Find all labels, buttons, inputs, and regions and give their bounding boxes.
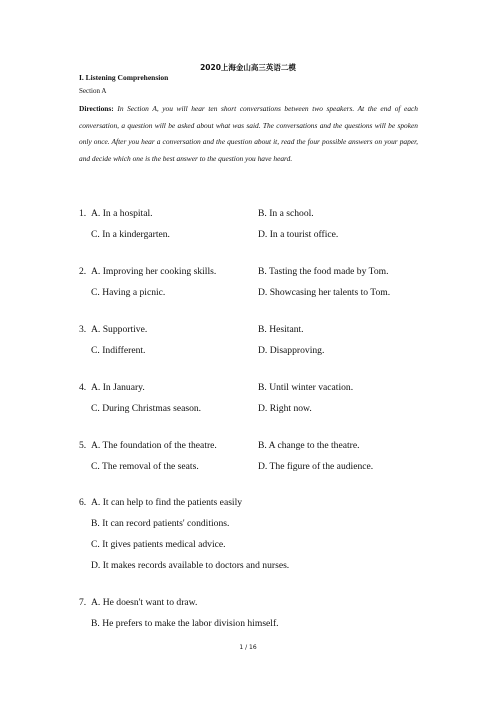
question-7 [79,592,419,634]
option-d: D. It makes records available to doctors and nurses. [91,560,290,571]
directions-paragraph [79,101,418,167]
question-1 [79,203,419,245]
option-c: C. Having a picnic. [91,287,166,298]
option-a: A. In a hospital. [91,208,153,219]
section-heading: I. Listening Comprehension [79,73,169,82]
option-c: C. The removal of the seats. [91,461,199,472]
option-a: A. It can help to find the patients easily [91,497,243,508]
question-number: 3. [79,324,87,335]
directions-text: In Section A, you will hear ten short conversations between two speakers. At the end of each conversation, a question will be asked about what was said. The conversations and the questions will be spoken only once. After you hear a conversation and the question about it, read the four possible answers on your paper, and decide which one is the best answer to the question you have heard. [79,104,418,163]
option-d: D. Showcasing her talents to Tom. [258,287,391,298]
option-d: D. Right now. [258,403,312,414]
question-number: 7. [79,597,87,608]
option-c: C. Indifferent. [91,345,146,356]
option-b: B. A change to the theatre. [258,440,360,451]
option-a: A. The foundation of the theatre. [91,440,217,451]
option-b: B. Until winter vacation. [258,382,354,393]
option-b: B. Hesitant. [258,324,304,335]
question-4 [79,377,419,419]
question-6 [79,492,419,576]
question-number: 1. [79,208,87,219]
option-d: D. In a tourist office. [258,229,339,240]
option-b: B. Tasting the food made by Tom. [258,266,389,277]
question-3 [79,319,419,361]
option-b: B. In a school. [258,208,314,219]
question-number: 6. [79,497,87,508]
option-a: A. He doesn't want to draw. [91,597,198,608]
option-c: C. In a kindergarten. [91,229,170,240]
option-d: D. The figure of the audience. [258,461,374,472]
question-number: 4. [79,382,87,393]
option-b: B. It can record patients' conditions. [91,518,230,529]
document-title: 2020上海金山高三英语二模 [200,63,296,72]
option-a: A. Improving her cooking skills. [91,266,217,277]
section-subheading: Section A [79,87,107,95]
option-b: B. He prefers to make the labor division himself. [91,618,279,629]
question-number: 2. [79,266,87,277]
page-number: 1 / 16 [239,644,257,651]
directions-label: Directions: [79,104,114,113]
question-5 [79,435,419,477]
option-a: A. Supportive. [91,324,148,335]
option-c: C. It gives patients medical advice. [91,539,226,550]
option-d: D. Disapproving. [258,345,325,356]
option-c: C. During Christmas season. [91,403,202,414]
option-a: A. In January. [91,382,145,393]
question-number: 5. [79,440,87,451]
question-2 [79,261,419,303]
